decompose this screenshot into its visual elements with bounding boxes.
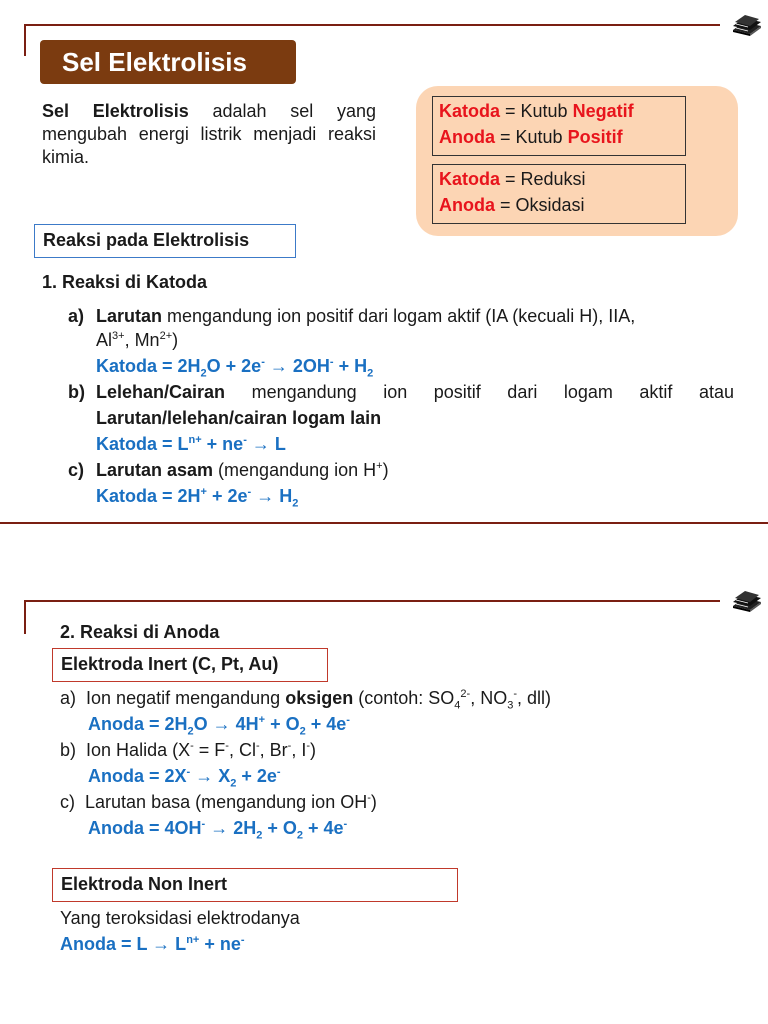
eq-part: O → 4H — [193, 714, 259, 734]
eq-sub: 2 — [296, 829, 303, 842]
item-b-desc: mengandung ion positif dari logam aktif atau — [225, 382, 734, 402]
negatif-label: Negatif — [572, 101, 634, 121]
books-stack-icon — [730, 590, 764, 614]
pole-definition-box — [432, 96, 686, 156]
item-a-desc: mengandung ion positif dari logam aktif (IA (kecuali H), IIA, — [162, 306, 636, 326]
larutan-term: Larutan — [96, 306, 163, 326]
charge: - — [367, 792, 371, 804]
item-c-desc: (mengandung ion H — [213, 460, 377, 480]
so4-sub: 4 — [454, 699, 461, 712]
eq-part: + 2e — [206, 486, 248, 506]
anoda-item-a-equation — [88, 712, 350, 736]
katoda-label: Katoda — [439, 169, 501, 189]
intro-term: Sel Elektrolisis — [42, 101, 189, 121]
eq-part: + H — [333, 356, 368, 376]
redox-definition-box — [432, 164, 686, 224]
page1-left-rule — [24, 24, 26, 56]
item-c-equation — [96, 484, 298, 508]
item-b-label: b) — [68, 382, 85, 402]
eq-sup: - — [240, 934, 245, 946]
reduksi-text: = Reduksi — [500, 169, 586, 189]
eq-sub: 2 — [230, 777, 237, 790]
eq-sup: + — [200, 486, 207, 498]
eq-sub: 2 — [367, 367, 374, 380]
section-heading: Reaksi pada Elektrolisis — [34, 224, 296, 258]
eq-sup: - — [346, 714, 350, 726]
anoda-subheading: 2. Reaksi di Anoda — [60, 622, 220, 642]
item-b-desc: , I — [291, 740, 307, 760]
item-c-desc: Larutan basa (mengandung ion OH — [85, 792, 368, 812]
eq-part: + 2e — [236, 766, 277, 786]
eq-sup: - — [329, 356, 334, 368]
eq-part: → 2H — [205, 818, 257, 838]
page2-top-rule — [24, 600, 720, 602]
item-a-equation — [96, 354, 373, 378]
page-title: Sel Elektrolisis — [40, 40, 296, 84]
anoda-label: Anoda — [439, 195, 495, 215]
intro-definition: adalah sel yang mengubah energi listrik menjadi reaksi kimia. — [42, 101, 376, 167]
eq-sub: 2 — [187, 725, 194, 738]
eq-part: + ne — [199, 934, 241, 954]
item-b-label: b) — [60, 740, 77, 760]
item-a-label: a) — [68, 306, 85, 326]
item-b-desc: = F — [193, 740, 226, 760]
page1-top-rule — [24, 24, 720, 26]
close-paren: ) — [382, 460, 389, 480]
eq-sub: 2 — [292, 497, 299, 510]
eq-sup: - — [243, 434, 247, 446]
charge: - — [225, 740, 229, 752]
intro-paragraph — [42, 100, 376, 169]
no3-sub: 3 — [507, 699, 514, 712]
eq-part: → X — [190, 766, 231, 786]
eq-part: Anoda = 2H — [88, 714, 188, 734]
item-b-equation — [96, 432, 286, 456]
anoda-oksidasi-line — [439, 192, 679, 218]
mn-symbol: , Mn — [124, 330, 160, 350]
noninert-text: Yang teroksidasi elektrodanya — [60, 908, 300, 928]
eq-sup: - — [186, 766, 191, 778]
item-a-label: a) — [60, 688, 77, 708]
eq-sup: + — [258, 714, 266, 726]
eq-sub: 2 — [200, 367, 207, 380]
item-a-desc: (contoh: SO — [353, 688, 455, 708]
anoda-item-b-equation — [88, 764, 281, 788]
item-a-text — [96, 304, 734, 328]
books-stack-icon — [730, 14, 764, 38]
anoda-item-a — [60, 686, 551, 710]
page2-left-rule — [24, 600, 26, 634]
eq-sup: - — [261, 356, 265, 368]
item-a-desc: Ion negatif mengandung — [86, 688, 286, 708]
anoda-item-b — [60, 738, 316, 762]
eq-part: → H — [251, 486, 293, 506]
eq-part: Anoda = 4OH — [88, 818, 202, 838]
eq-part: Katoda = 2H — [96, 486, 201, 506]
eq-part: → L — [246, 434, 286, 454]
eq-sup: - — [276, 766, 281, 778]
item-b-desc: ) — [310, 740, 316, 760]
positif-label: Positif — [567, 127, 623, 147]
charge: - — [255, 740, 260, 752]
item-a-line2 — [96, 328, 178, 352]
item-a-desc: , NO — [470, 688, 508, 708]
katoda-reduksi-line — [439, 166, 679, 192]
page1-bottom-rule — [0, 522, 768, 524]
eq-sub: 2 — [299, 725, 306, 738]
eq-part: Anoda = 2X — [88, 766, 187, 786]
noninert-heading: Elektroda Non Inert — [52, 868, 458, 902]
eq-sup: n+ — [186, 934, 200, 946]
eq-part: Anoda = L → L — [60, 934, 187, 954]
anoda-item-c — [60, 790, 377, 814]
eq-part: Katoda = L — [96, 434, 189, 454]
charge: - — [306, 740, 310, 752]
noninert-equation — [60, 932, 245, 956]
item-c-label: c) — [68, 460, 85, 480]
item-b-desc: , Cl — [228, 740, 256, 760]
katoda-label: Katoda — [439, 101, 501, 121]
eq-part: + O — [262, 818, 297, 838]
eq-part: Katoda = 2H — [96, 356, 201, 376]
eq-sup: - — [201, 818, 206, 830]
eq-part: + O — [265, 714, 300, 734]
item-b-desc: , Br — [259, 740, 288, 760]
so4-charge: 2- — [460, 688, 471, 700]
eq-sub: 2 — [256, 829, 263, 842]
item-b-text — [96, 380, 734, 404]
mn-charge: 2+ — [159, 330, 173, 342]
eq-part: + ne — [201, 434, 244, 454]
item-c-text — [96, 458, 389, 482]
eq-sup: n+ — [188, 434, 202, 446]
item-c-desc: ) — [370, 792, 377, 812]
item-c-label: c) — [60, 792, 75, 812]
item-a-desc: , dll) — [517, 688, 552, 708]
eq-part: + 4e — [302, 818, 344, 838]
eq-part: → 2OH — [264, 356, 330, 376]
close-paren: ) — [172, 330, 179, 350]
pole-eq-text: = Kutub — [495, 127, 568, 147]
lelehan-term: Lelehan/Cairan — [96, 382, 226, 402]
al-charge: 3+ — [112, 330, 125, 342]
katoda-subheading: 1. Reaksi di Katoda — [42, 272, 208, 292]
item-b-line2: Larutan/lelehan/cairan logam lain — [96, 408, 382, 428]
larutan-asam-term: Larutan asam — [96, 460, 214, 480]
al-symbol: Al — [96, 330, 113, 350]
inert-heading: Elektroda Inert (C, Pt, Au) — [52, 648, 328, 682]
eq-sup: - — [343, 818, 348, 830]
pole-eq-text: = Kutub — [500, 101, 573, 121]
oksidasi-text: = Oksidasi — [495, 195, 585, 215]
katoda-pole-line — [439, 98, 679, 124]
oksigen-term: oksigen — [285, 688, 354, 708]
eq-sup: - — [247, 486, 252, 498]
h-charge: + — [376, 460, 383, 472]
no3-charge: - — [513, 688, 518, 700]
anoda-item-c-equation — [88, 816, 347, 840]
anoda-pole-line — [439, 124, 679, 150]
charge: - — [287, 740, 292, 752]
eq-part: + 4e — [305, 714, 347, 734]
anoda-label: Anoda — [439, 127, 495, 147]
item-b-desc: Ion Halida (X — [86, 740, 191, 760]
charge: - — [190, 740, 194, 752]
eq-part: O + 2e — [206, 356, 262, 376]
